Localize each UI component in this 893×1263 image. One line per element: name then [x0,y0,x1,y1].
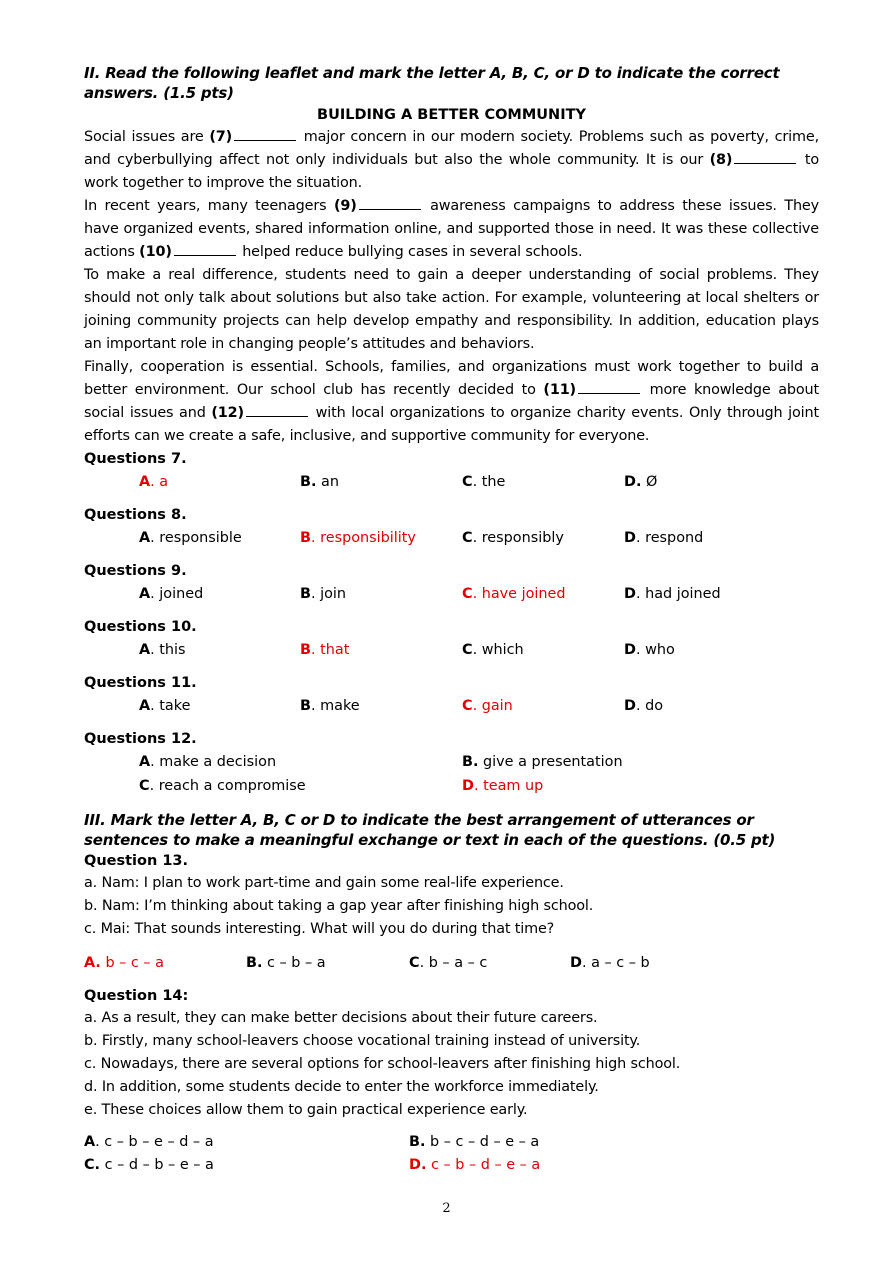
answer-option-correct[interactable]: B. responsibility [300,530,416,546]
blank-10 [174,243,236,256]
answer-option[interactable]: D. had joined [624,586,721,602]
question-14-label: Question 14: [84,988,189,1004]
blank-7 [234,128,296,141]
question-label: Questions 11. [84,675,197,691]
q14-line-e: e. These choices allow them to gain practical experience early. [84,1102,528,1118]
question-14-row-2 [84,1154,819,1177]
question-options [84,526,819,550]
q13-option-b[interactable]: B. c – b – a [246,955,326,971]
answer-option[interactable]: B. join [300,586,347,602]
answer-option[interactable]: B. an [300,474,339,490]
question-options [84,470,819,494]
leaflet-paragraph-2: In recent years, many teenagers (9) awareness campaigns to address these issues. They have organized events, shared information online, and supported those in need. It was these collective actions (10) helped reduce bullying cases in several schools. [84,198,820,260]
question-options [84,582,819,606]
blank-9 [359,197,421,210]
q14-line-b: b. Firstly, many school-leavers choose vocational training instead of university. [84,1033,641,1049]
section-2-heading: II. Read the following leaflet and mark the letter A, B, C, or D to indicate the correct answers. (1.5 pts) [84,64,780,102]
q12-option-d-correct[interactable]: D. team up [462,778,544,794]
question-13-label: Question 13. [84,853,189,869]
q14-line-d: d. In addition, some students decide to enter the workforce immediately. [84,1079,599,1095]
question-label: Questions 9. [84,563,187,579]
question-13-options [84,951,819,975]
answer-option[interactable]: D. who [624,642,675,658]
answer-option[interactable]: D. Ø [624,474,658,490]
answer-option[interactable]: C. the [462,474,506,490]
q12-option-b[interactable]: B. give a presentation [462,754,623,770]
leaflet-title: BUILDING A BETTER COMMUNITY [317,107,586,123]
answer-option-correct[interactable]: C. gain [462,698,513,714]
q14-option-a[interactable]: A. c – b – e – d – a [84,1134,214,1150]
page-number: 2 [442,1201,451,1216]
q12-option-a[interactable]: A. make a decision [139,754,277,770]
answer-option[interactable]: A. take [139,698,191,714]
question-label: Questions 10. [84,619,197,635]
answer-option[interactable]: C. which [462,642,524,658]
q13-option-c[interactable]: C. b – a – c [409,955,488,971]
q13-option-a-correct[interactable]: A. b – c – a [84,955,165,971]
q12-option-c[interactable]: C. reach a compromise [139,778,306,794]
q14-option-d-correct[interactable]: D. c – b – d – e – a [409,1157,541,1173]
question-options [84,694,819,718]
question-options [84,638,819,662]
q14-line-c: c. Nowadays, there are several options for school-leavers after finishing high school. [84,1056,681,1072]
question-12-label: Questions 12. [84,731,197,747]
leaflet-paragraph-1: Social issues are (7) major concern in our modern society. Problems such as poverty, crime, and cyberbullying affect not only individuals but also the whole community. It is our (8) to work together to improve the situation. [84,129,819,191]
question-12-row-2 [84,774,819,798]
answer-option[interactable]: B. make [300,698,360,714]
multiple-choice-list [84,448,819,728]
q13-line-c: c. Mai: That sounds interesting. What will you do during that time? [84,921,555,937]
section-3-heading: III. Mark the letter A, B, C or D to indicate the best arrangement of utterances or sentences to make a meaningful exchange or text in each of the questions. (0.5 pt) [84,811,776,849]
leaflet-paragraph-4: Finally, cooperation is essential. Schools, families, and organizations must work together to build a better environment. Our school club has recently decided to (11) more knowledge about social issues and (12) with local organizations to organize charity events. Only through joint efforts can we create a safe, inclusive, and supportive community for everyone. [84,359,820,444]
question-label: Questions 7. [84,451,187,467]
answer-option[interactable]: A. responsible [139,530,242,546]
question-12-row-1 [84,750,819,774]
leaflet-paragraph-3: To make a real difference, students need to gain a deeper understanding of social problems. They should not only talk about solutions but also take action. For example, volunteering at local shelters or joining community projects can help develop empathy and responsibility. In addition, education plays an important role in changing people’s attitudes and behaviors. [84,267,819,352]
answer-option-correct[interactable]: A. a [139,474,169,490]
q13-line-b: b. Nam: I’m thinking about taking a gap year after finishing high school. [84,898,594,914]
blank-11 [578,381,640,394]
answer-option-correct[interactable]: C. have joined [462,586,566,602]
question-14-row-1 [84,1131,819,1154]
blank-12 [246,404,308,417]
question-label: Questions 8. [84,507,187,523]
q13-option-d[interactable]: D. a – c – b [570,955,650,971]
answer-option[interactable]: D. do [624,698,664,714]
q14-option-c[interactable]: C. c – d – b – e – a [84,1157,214,1173]
answer-option[interactable]: D. respond [624,530,704,546]
answer-option[interactable]: A. this [139,642,186,658]
q14-line-a: a. As a result, they can make better decisions about their future careers. [84,1010,598,1026]
q13-line-a: a. Nam: I plan to work part-time and gain some real-life experience. [84,875,564,891]
answer-option[interactable]: C. responsibly [462,530,564,546]
answer-option-correct[interactable]: B. that [300,642,350,658]
q14-option-b[interactable]: B. b – c – d – e – a [409,1134,540,1150]
answer-option[interactable]: A. joined [139,586,204,602]
blank-8 [734,151,796,164]
worksheet-page [84,63,819,1177]
